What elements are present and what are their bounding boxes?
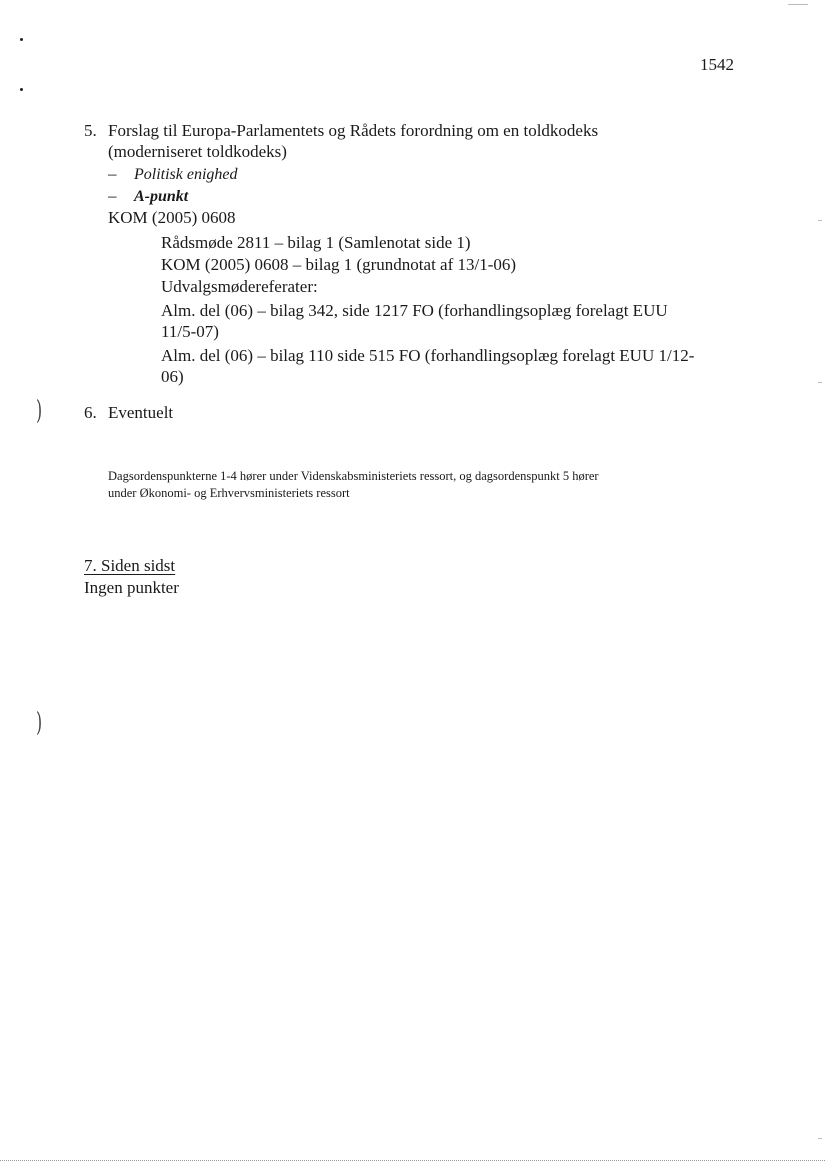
punch-hole-mark: ) bbox=[36, 708, 43, 738]
item7-body: Ingen punkter bbox=[84, 578, 179, 597]
dash-marker: – bbox=[108, 164, 117, 183]
item5-number: 5. bbox=[84, 121, 97, 140]
item6-title-line bbox=[84, 403, 173, 423]
scan-edge-mark bbox=[788, 4, 808, 5]
punch-hole-mark: ) bbox=[36, 396, 43, 426]
item6-number: 6. bbox=[84, 403, 97, 422]
ref-line: Alm. del (06) – bilag 110 side 515 FO (forhandlingsoplæg forelagt EUU 1/12- bbox=[161, 346, 695, 365]
ref-line: Rådsmøde 2811 – bilag 1 (Samlenotat side 1) bbox=[161, 233, 471, 252]
ref-line: Udvalgsmødereferater: bbox=[161, 277, 318, 296]
item7-title: 7. Siden sidst bbox=[84, 556, 176, 575]
page-number: 1542 bbox=[700, 55, 734, 74]
scan-edge-mark bbox=[818, 382, 822, 383]
ref-line: KOM (2005) 0608 – bilag 1 (grundnotat af 13/1-06) bbox=[161, 255, 517, 274]
ref-line: 06) bbox=[161, 367, 184, 386]
item6-title-text: Eventuelt bbox=[108, 403, 174, 422]
item5-title-text: Forslag til Europa-Parlamentets og Rådets forordning om en toldkodeks bbox=[108, 121, 599, 140]
item5-status-politisk bbox=[108, 164, 238, 185]
scan-speck bbox=[20, 88, 23, 91]
status-a-punkt: A-punkt bbox=[134, 188, 189, 205]
scan-bottom-edge bbox=[0, 1160, 825, 1162]
status-politisk-enighed: Politisk enighed bbox=[134, 166, 238, 183]
ref-line: Alm. del (06) – bilag 342, side 1217 FO (forhandlingsoplæg forelagt EUU bbox=[161, 301, 668, 320]
item5-kom-reference: KOM (2005) 0608 bbox=[108, 208, 236, 227]
scan-speck bbox=[20, 38, 23, 41]
scan-edge-mark bbox=[818, 220, 822, 221]
ministry-note-line1: Dagsordenspunkterne 1-4 hører under Videnskabsministeriets ressort, og dagsordenspunkt 5 hører bbox=[108, 469, 599, 483]
scan-edge-mark bbox=[818, 1138, 822, 1139]
ministry-note-line2: under Økonomi- og Erhvervsministeriets ressort bbox=[108, 486, 350, 500]
item5-title-line1 bbox=[84, 121, 598, 141]
ref-line: 11/5-07) bbox=[161, 322, 219, 341]
item5-title-line2: (moderniseret toldkodeks) bbox=[108, 142, 287, 161]
item5-status-apunkt bbox=[108, 186, 188, 207]
dash-marker: – bbox=[108, 186, 117, 205]
